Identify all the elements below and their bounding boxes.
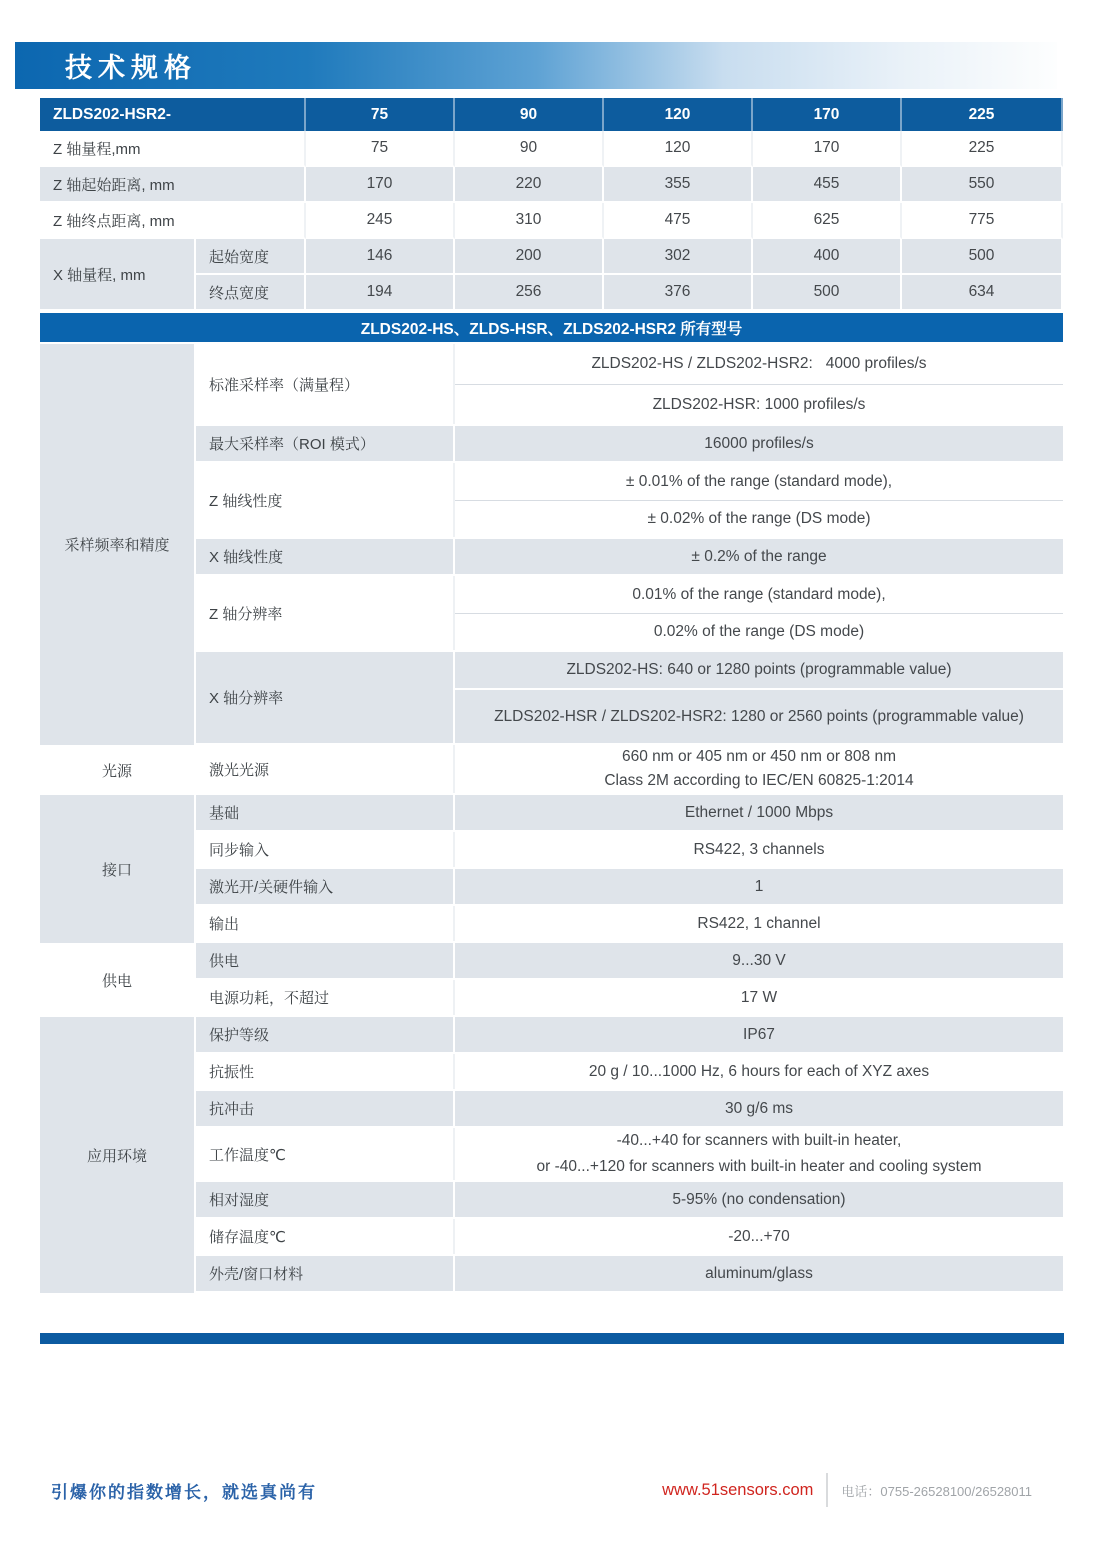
param-value: ± 0.2% of the range	[691, 547, 827, 565]
section-power	[40, 943, 1063, 1017]
table-cell: 170	[306, 167, 455, 203]
param-label: 标准采样率（满量程）	[196, 344, 455, 424]
row-label: X 轴量程, mm	[40, 239, 196, 311]
table-cell: 310	[455, 203, 604, 239]
table-row	[196, 795, 1063, 832]
param-value: 1	[754, 877, 764, 895]
row-label: Z 轴终点距离, mm	[40, 203, 306, 239]
page-title: 技术规格	[65, 53, 197, 83]
table-cell: 75	[306, 131, 455, 167]
param-value: 20 g / 10...1000 Hz, 6 hours for each of XYZ axes	[588, 1062, 930, 1080]
param-value: RS422, 3 channels	[693, 840, 825, 858]
table-row	[196, 1091, 1063, 1128]
table-row	[196, 906, 1063, 943]
group-label: 供电	[40, 943, 196, 1017]
section-environment	[40, 1017, 1063, 1293]
param-value: 0.02% of the range (DS mode)	[455, 613, 1063, 650]
table-row	[196, 745, 1063, 795]
param-value: -40...+40 for scanners with built-in heater,	[616, 1132, 902, 1149]
table-row	[196, 1219, 1063, 1256]
table-row	[196, 463, 1063, 539]
column-header: 75	[306, 98, 455, 131]
param-value: ZLDS202-HSR: 1000 profiles/s	[455, 384, 1063, 424]
table-cell: 120	[604, 131, 753, 167]
param-label: X 轴线性度	[196, 539, 455, 574]
column-header: 90	[455, 98, 604, 131]
table-cell: 170	[753, 131, 902, 167]
website-link[interactable]: www.51sensors.com	[662, 1480, 814, 1499]
param-label: 外壳/窗口材料	[196, 1256, 455, 1291]
param-value: 30 g/6 ms	[724, 1099, 794, 1117]
table-row	[196, 1256, 1063, 1293]
table-cell: 376	[604, 275, 753, 311]
param-label: 激光光源	[196, 745, 455, 793]
all-models-banner: ZLDS202-HS、ZLDS-HSR、ZLDS202-HSR2 所有型号	[40, 311, 1063, 344]
table-cell: 302	[604, 239, 753, 275]
table-cell: 634	[902, 275, 1063, 311]
table-row	[196, 344, 1063, 426]
param-value: 16000 profiles/s	[704, 434, 814, 452]
table-cell: 225	[902, 131, 1063, 167]
footer-slogan: 引爆你的指数增长，就选真尚有	[51, 1482, 317, 1502]
column-header: 225	[902, 98, 1063, 131]
table-row	[196, 652, 1063, 745]
table-cell: 355	[604, 167, 753, 203]
model-spec-table	[40, 98, 1063, 311]
table-cell: 455	[753, 167, 902, 203]
param-label: Z 轴分辨率	[196, 576, 455, 650]
table-row	[196, 539, 1063, 576]
param-label: 激光开/关硬件输入	[196, 869, 455, 904]
footer-contact	[662, 1473, 1032, 1507]
param-value: Class 2M according to IEC/EN 60825-1:2014	[604, 772, 914, 789]
table-cell: 194	[306, 275, 455, 311]
param-label: 储存温度℃	[196, 1219, 455, 1254]
section-interface	[40, 795, 1063, 943]
group-label: 接口	[40, 795, 196, 943]
table-cell: 220	[455, 167, 604, 203]
param-label: 抗振性	[196, 1054, 455, 1089]
param-label: Z 轴线性度	[196, 463, 455, 537]
table-cell: 550	[902, 167, 1063, 203]
param-value: ZLDS202-HS / ZLDS202-HSR2: 4000 profiles/s	[591, 355, 927, 372]
param-value: -20...+70	[728, 1227, 790, 1245]
table-row	[196, 980, 1063, 1017]
row-label: Z 轴量程,mm	[40, 131, 306, 167]
param-label: 工作温度℃	[196, 1128, 455, 1180]
param-label: 基础	[196, 795, 455, 830]
param-label: 抗冲击	[196, 1091, 455, 1126]
table-cell: 200	[455, 239, 604, 275]
param-label: 最大采样率（ROI 模式）	[196, 426, 455, 461]
table-cell: 500	[902, 239, 1063, 275]
param-value: ZLDS202-HS: 640 or 1280 points (programmable value)	[566, 661, 952, 678]
table-row	[196, 869, 1063, 906]
table-row	[196, 832, 1063, 869]
table-row	[196, 943, 1063, 980]
row-label: Z 轴起始距离, mm	[40, 167, 306, 203]
table-row	[196, 1017, 1063, 1054]
table-cell: 775	[902, 203, 1063, 239]
sub-row-label: 起始宽度	[196, 239, 306, 275]
param-value: Ethernet / 1000 Mbps	[684, 803, 834, 821]
param-value: ± 0.01% of the range (standard mode),	[625, 472, 893, 490]
table-row	[196, 1182, 1063, 1219]
param-label: X 轴分辨率	[196, 652, 455, 743]
phone-number: 电话：0755-26528100/26528011	[841, 1483, 1032, 1499]
param-label: 供电	[196, 943, 455, 978]
table-cell: 245	[306, 203, 455, 239]
column-header: 120	[604, 98, 753, 131]
param-label: 同步输入	[196, 832, 455, 867]
table-cell: 475	[604, 203, 753, 239]
table-cell: 625	[753, 203, 902, 239]
group-label: 应用环境	[40, 1017, 196, 1293]
param-label: 电源功耗，不超过	[196, 980, 455, 1015]
page-title-band	[15, 42, 1057, 89]
param-value: ± 0.02% of the range (DS mode)	[455, 500, 1063, 537]
spec-content	[40, 98, 1063, 1293]
group-label: 采样频率和精度	[40, 344, 196, 745]
param-value: 5-95% (no condensation)	[672, 1190, 846, 1208]
divider-bar	[40, 1333, 1064, 1344]
footer-divider	[826, 1473, 828, 1507]
table-row	[196, 426, 1063, 463]
param-value: 0.01% of the range (standard mode),	[632, 585, 886, 603]
section-light-source	[40, 745, 1063, 795]
sub-row-label: 终点宽度	[196, 275, 306, 311]
param-value: aluminum/glass	[705, 1264, 813, 1282]
param-value: 660 nm or 405 nm or 450 nm or 808 nm	[622, 748, 896, 765]
param-label: 保护等级	[196, 1017, 455, 1052]
table-cell: 400	[753, 239, 902, 275]
table-row	[196, 1128, 1063, 1182]
table-cell: 500	[753, 275, 902, 311]
param-label: 相对湿度	[196, 1182, 455, 1217]
section-sampling	[40, 344, 1063, 745]
group-label: 光源	[40, 745, 196, 795]
param-value: IP67	[743, 1025, 775, 1043]
param-value: 17 W	[740, 988, 778, 1006]
table-row	[196, 1054, 1063, 1091]
param-value: RS422, 1 channel	[697, 914, 821, 932]
param-label: 输出	[196, 906, 455, 941]
table-row	[196, 576, 1063, 652]
common-spec-table	[40, 344, 1063, 1293]
page-footer	[0, 1468, 1102, 1512]
param-value: ZLDS202-HSR / ZLDS202-HSR2: 1280 or 2560 points (programmable value)	[455, 688, 1063, 743]
param-value: 9...30 V	[732, 951, 786, 969]
table-cell: 90	[455, 131, 604, 167]
column-header: 170	[753, 98, 902, 131]
model-table-header: ZLDS202-HSR2-	[40, 98, 306, 131]
table-cell: 256	[455, 275, 604, 311]
param-value: or -40...+120 for scanners with built-in heater and cooling system	[536, 1158, 982, 1175]
table-cell: 146	[306, 239, 455, 275]
